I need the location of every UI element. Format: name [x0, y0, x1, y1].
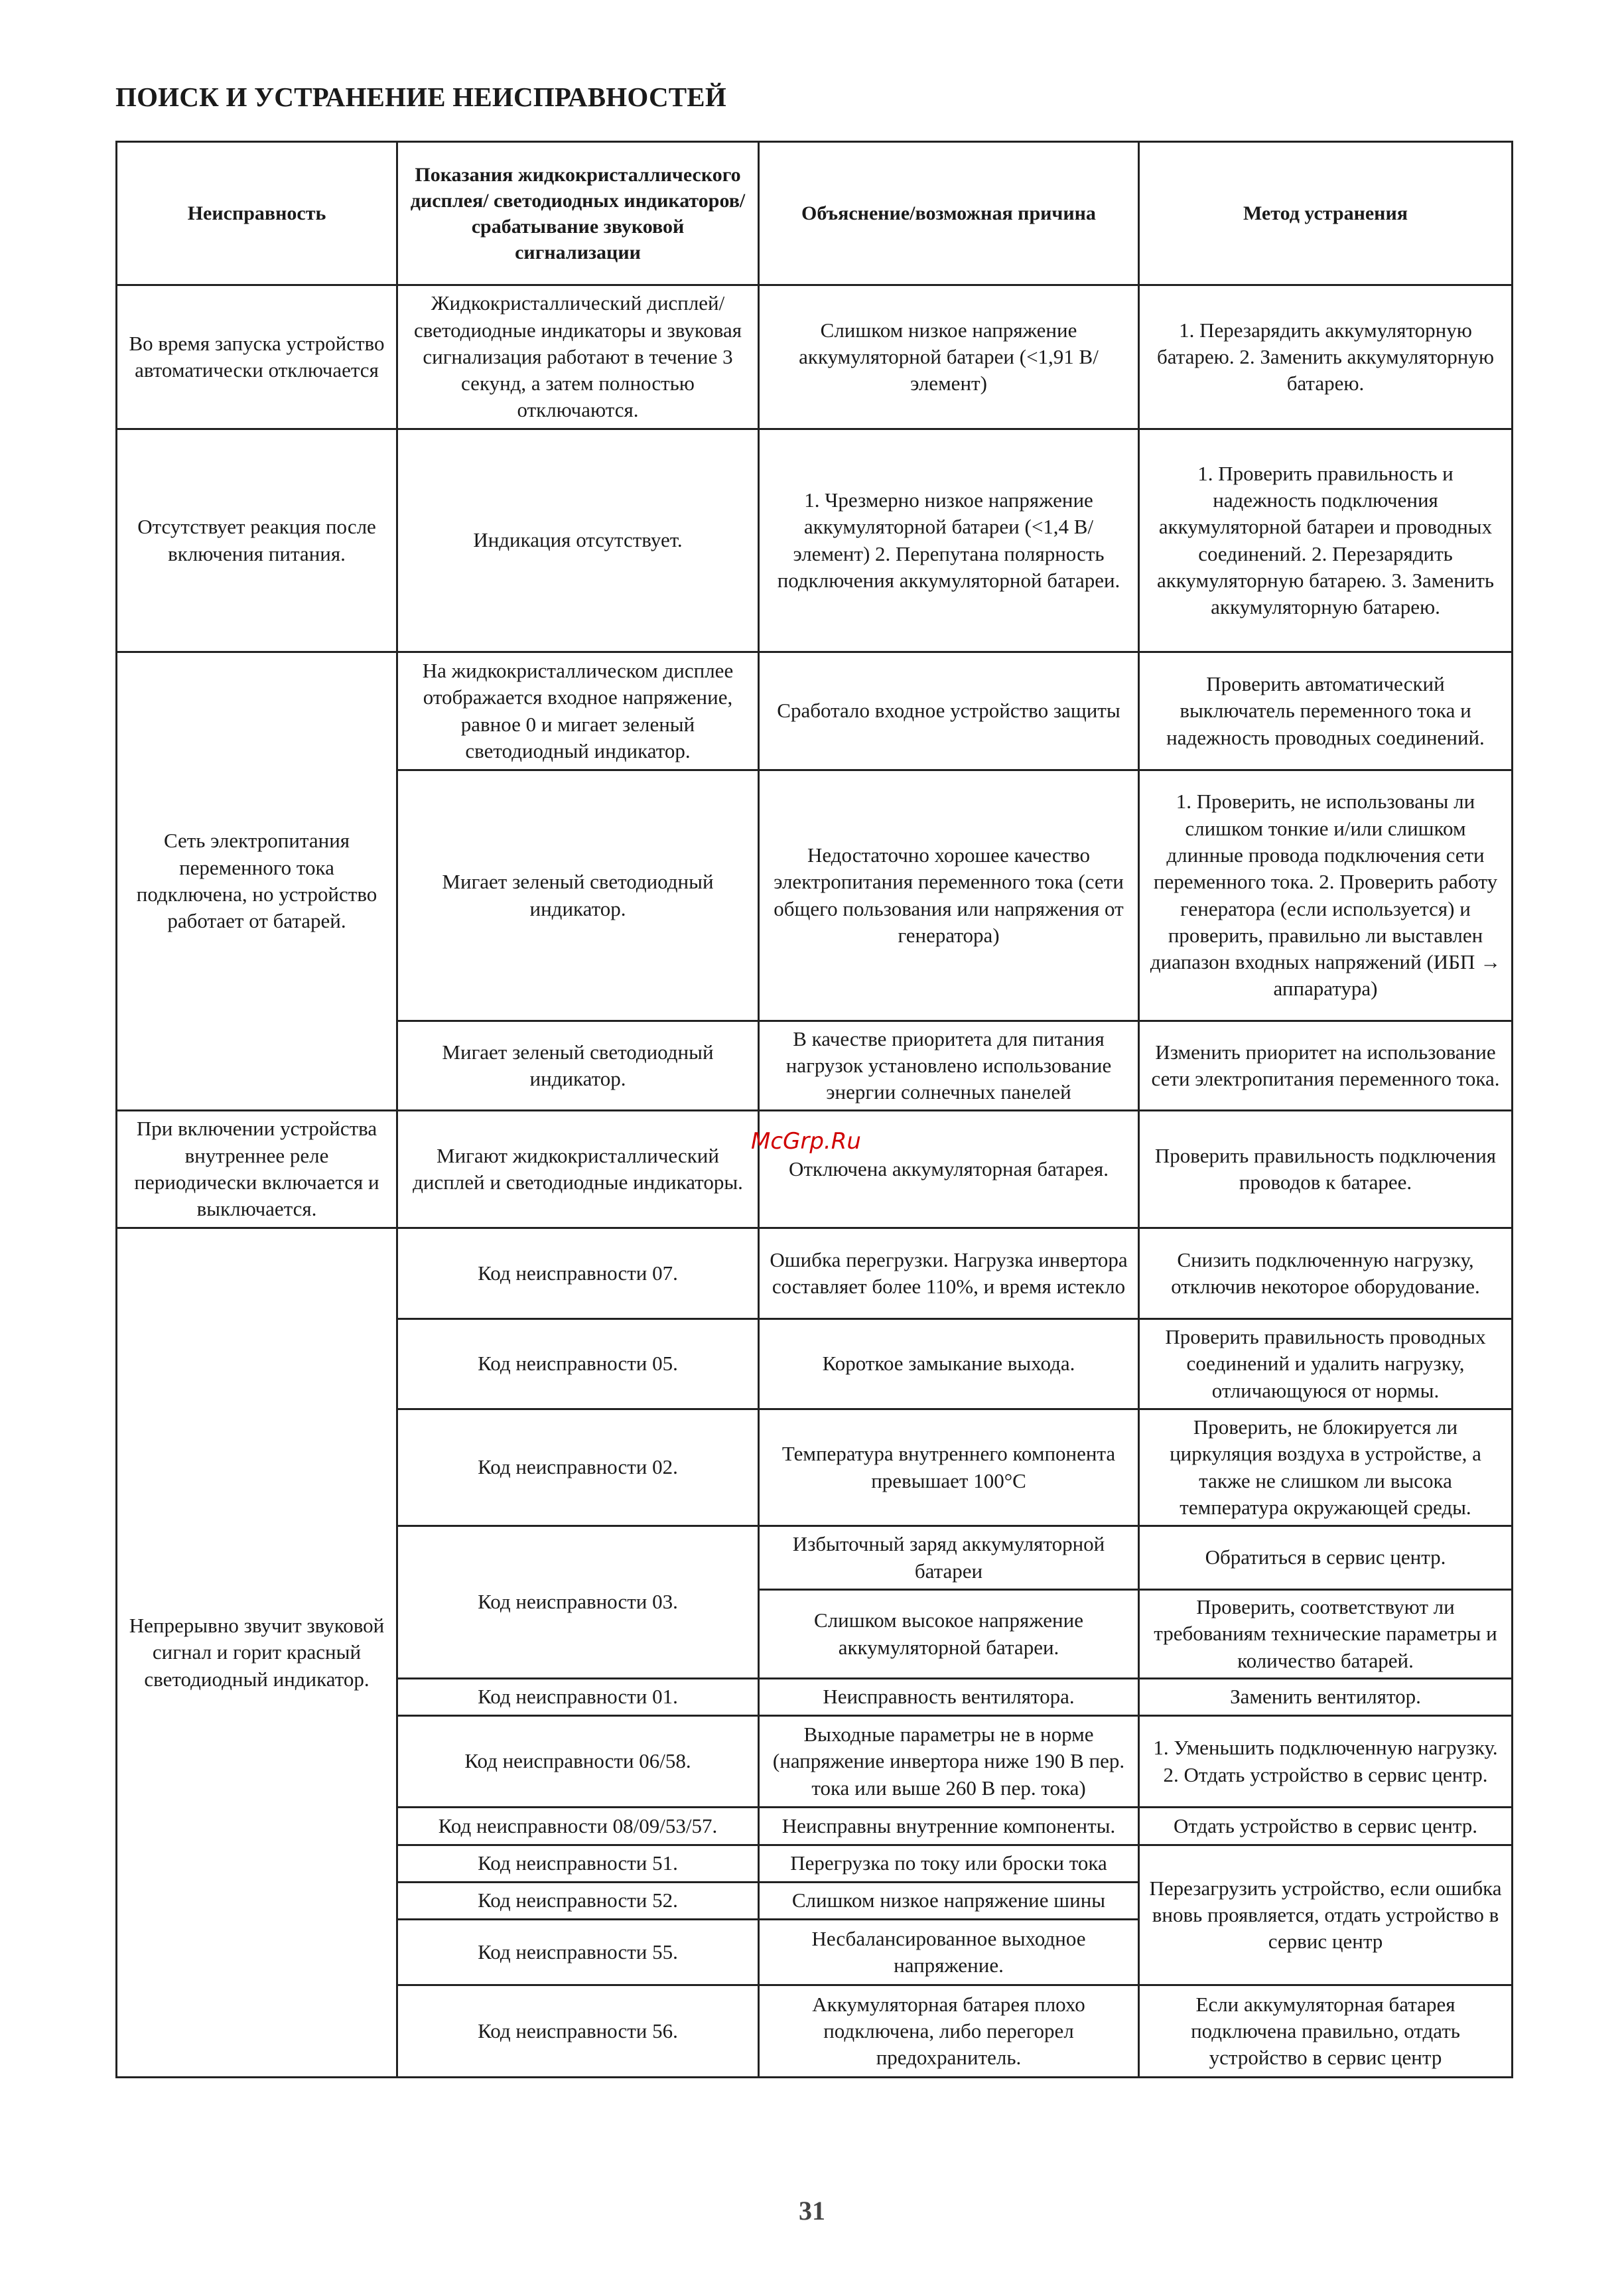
cause-cell: Отключена аккумуляторная батарея. [759, 1111, 1139, 1228]
remedy-cell: 1. Проверить правильность и надежность подключения аккумуляторной батареи и проводных соединений. 2. Перезарядить аккумуляторную батарею. 3. Заменить аккумуляторную батарею. [1139, 429, 1513, 652]
indication-cell: Код неисправности 51. [397, 1845, 759, 1883]
remedy-cell: Снизить подключенную нагрузку, отключив некоторое оборудование. [1139, 1228, 1513, 1319]
cause-cell: Слишком высокое напряжение аккумуляторной батареи. [759, 1590, 1139, 1679]
remedy-cell: Проверить правильность проводных соединений и удалить нагрузку, отличающуюся от нормы. [1139, 1319, 1513, 1409]
indication-cell: Индикация отсутствует. [397, 429, 759, 652]
remedy-cell: Проверить правильность подключения проводов к батарее. [1139, 1111, 1513, 1228]
table-row [117, 652, 1513, 770]
indication-cell: Код неисправности 02. [397, 1409, 759, 1526]
indication-cell: Код неисправности 03. [397, 1526, 759, 1679]
table-row [117, 285, 1513, 429]
watermark: McGrp.Ru [751, 1128, 861, 1155]
remedy-cell: Перезагрузить устройство, если ошибка вновь проявляется, отдать устройство в сервис центр [1139, 1845, 1513, 1985]
remedy-cell: Обратиться в сервис центр. [1139, 1526, 1513, 1590]
indication-cell: Мигает зеленый светодиодный индикатор. [397, 770, 759, 1021]
remedy-cell: Проверить, соответствуют ли требованиям технические параметры и количество батарей. [1139, 1590, 1513, 1679]
indication-cell: Код неисправности 01. [397, 1679, 759, 1716]
cause-cell: Температура внутреннего компонента превышает 100°C [759, 1409, 1139, 1526]
cause-cell: Короткое замыкание выхода. [759, 1319, 1139, 1409]
remedy-cell: Проверить автоматический выключатель переменного тока и надежность проводных соединений. [1139, 652, 1513, 770]
fault-cell: Сеть электропитания переменного тока подключена, но устройство работает от батарей. [117, 652, 397, 1111]
table-row [117, 429, 1513, 652]
cause-cell: Сработало входное устройство защиты [759, 652, 1139, 770]
indication-cell: Код неисправности 07. [397, 1228, 759, 1319]
cause-cell: Неисправность вентилятора. [759, 1679, 1139, 1716]
cause-cell: Недостаточно хорошее качество электропитания переменного тока (сети общего пользования или напряжения от генератора) [759, 770, 1139, 1021]
indication-cell: Код неисправности 55. [397, 1920, 759, 1985]
indication-cell: Код неисправности 52. [397, 1883, 759, 1920]
cause-cell: Несбалансированное выходное напряжение. [759, 1920, 1139, 1985]
fault-cell: Отсутствует реакция после включения питания. [117, 429, 397, 652]
indication-cell: Код неисправности 08/09/53/57. [397, 1808, 759, 1845]
header-row [117, 142, 1513, 285]
cause-cell: В качестве приоритета для питания нагрузок установлено использование энергии солнечных панелей [759, 1021, 1139, 1111]
cause-cell: Неисправны внутренние компоненты. [759, 1808, 1139, 1845]
table-row [117, 1228, 1513, 1319]
cause-cell: 1. Чрезмерно низкое напряжение аккумуляторной батареи (<1,4 В/элемент) 2. Перепутана полярность подключения аккумуляторной батареи. [759, 429, 1139, 652]
indication-cell: Код неисправности 06/58. [397, 1716, 759, 1808]
cause-cell: Выходные параметры не в норме (напряжение инвертора ниже 190 В пер. тока или выше 260 В пер. тока) [759, 1716, 1139, 1808]
remedy-cell: Заменить вентилятор. [1139, 1679, 1513, 1716]
remedy-cell: Отдать устройство в сервис центр. [1139, 1808, 1513, 1845]
indication-cell: Код неисправности 05. [397, 1319, 759, 1409]
indication-cell: Жидкокристаллический дисплей/ светодиодные индикаторы и звуковая сигнализация работают в течение 3 секунд, а затем полностью отключаются. [397, 285, 759, 429]
indication-cell: Мигает зеленый светодиодный индикатор. [397, 1021, 759, 1111]
page-title: ПОИСК И УСТРАНЕНИЕ НЕИСПРАВНОСТЕЙ [115, 82, 726, 112]
header-cause: Объяснение/возможная причина [759, 142, 1139, 285]
cause-cell: Ошибка перегрузки. Нагрузка инвертора составляет более 110%, и время истекло [759, 1228, 1139, 1319]
indication-cell: Мигают жидкокристаллический дисплей и светодиодные индикаторы. [397, 1111, 759, 1228]
indication-cell: Код неисправности 56. [397, 1985, 759, 2078]
troubleshooting-table [115, 141, 1513, 2078]
remedy-cell: 1. Уменьшить подключенную нагрузку. 2. Отдать устройство в сервис центр. [1139, 1716, 1513, 1808]
cause-cell: Перегрузка по току или броски тока [759, 1845, 1139, 1883]
header-fault: Неисправность [117, 142, 397, 285]
page-number: 31 [799, 2196, 825, 2226]
remedy-cell: 1. Проверить, не использованы ли слишком тонкие и/или слишком длинные провода подключения сети переменного тока. 2. Проверить работу генератора (если используется) и проверить, правильно ли выставлен диапазон входных напряжений (ИБП → аппаратура) [1139, 770, 1513, 1021]
indication-cell: На жидкокристаллическом дисплее отображается входное напряжение, равное 0 и мигает зеленый светодиодный индикатор. [397, 652, 759, 770]
cause-cell: Избыточный заряд аккумуляторной батареи [759, 1526, 1139, 1590]
fault-cell: При включении устройства внутреннее реле периодически включается и выключается. [117, 1111, 397, 1228]
cause-cell: Слишком низкое напряжение шины [759, 1883, 1139, 1920]
cause-cell: Слишком низкое напряжение аккумуляторной батареи (<1,91 В/элемент) [759, 285, 1139, 429]
cause-cell: Аккумуляторная батарея плохо подключена, либо перегорел предохранитель. [759, 1985, 1139, 2078]
header-indication: Показания жидкокристаллического дисплея/ светодиодных индикаторов/ срабатывание звуковой сигнализации [397, 142, 759, 285]
header-remedy: Метод устранения [1139, 142, 1513, 285]
remedy-cell: Проверить, не блокируется ли циркуляция воздуха в устройстве, а также не слишком ли высока температура окружающей среды. [1139, 1409, 1513, 1526]
remedy-cell: Если аккумуляторная батарея подключена правильно, отдать устройство в сервис центр [1139, 1985, 1513, 2078]
remedy-cell: 1. Перезарядить аккумуляторную батарею. 2. Заменить аккумуляторную батарею. [1139, 285, 1513, 429]
remedy-cell: Изменить приоритет на использование сети электропитания переменного тока. [1139, 1021, 1513, 1111]
fault-cell: Непрерывно звучит звуковой сигнал и горит красный светодиодный индикатор. [117, 1228, 397, 2078]
fault-cell: Во время запуска устройство автоматически отключается [117, 285, 397, 429]
